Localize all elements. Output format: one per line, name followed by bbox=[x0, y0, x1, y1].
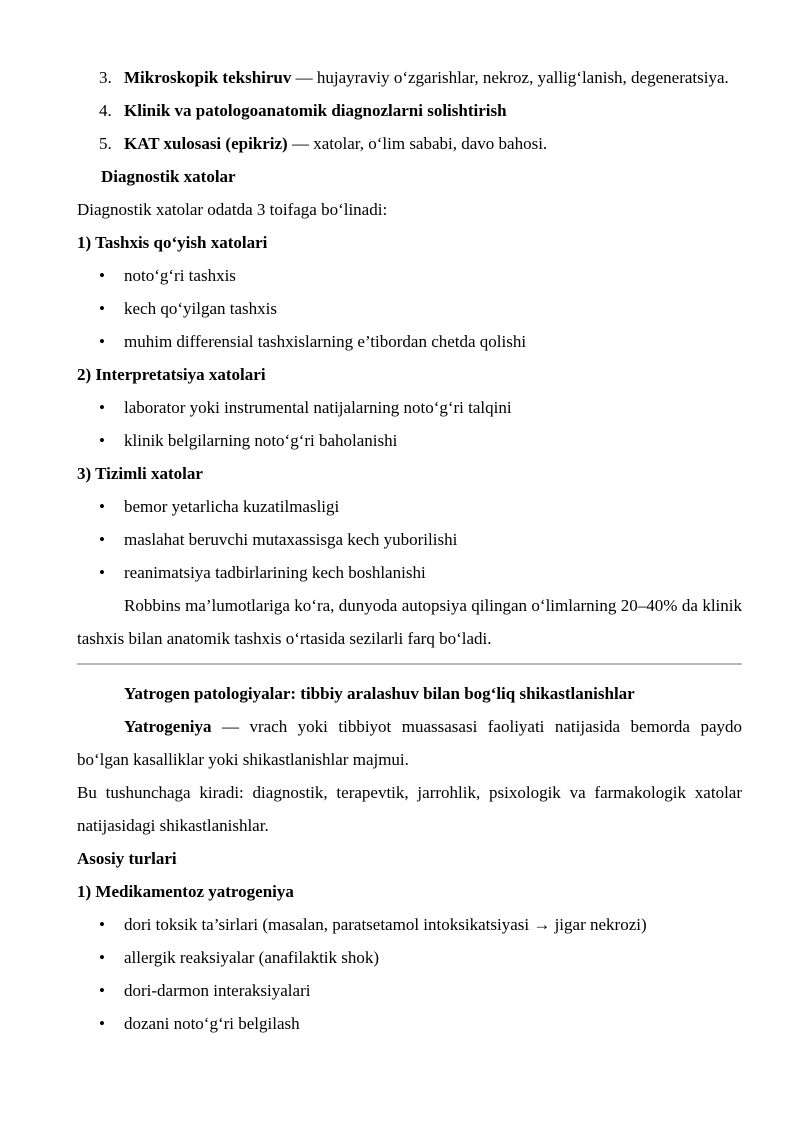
list-number: 4. bbox=[99, 101, 112, 120]
list-item-bold: Klinik va patologoanatomik diagnozlarni solishtirish bbox=[124, 101, 507, 120]
list-item bbox=[77, 941, 742, 974]
list-item bbox=[77, 325, 742, 358]
list-item bbox=[77, 61, 742, 94]
diagnostic-errors-heading: Diagnostik xatolar bbox=[101, 167, 236, 186]
bullet-icon: • bbox=[99, 266, 105, 285]
list-item bbox=[77, 94, 742, 127]
list-item bbox=[77, 127, 742, 160]
list-item bbox=[77, 490, 742, 523]
list-item-text: allergik reaksiyalar (anafilaktik shok) bbox=[124, 948, 380, 967]
main-types-heading: Asosiy turlari bbox=[77, 849, 177, 868]
bullet-icon: • bbox=[99, 431, 105, 450]
list-item bbox=[77, 391, 742, 424]
list-item-text: dozani noto‘g‘ri belgilash bbox=[124, 1014, 300, 1033]
list-item-bold: Mikroskopik tekshiruv bbox=[124, 68, 292, 87]
list-item bbox=[77, 424, 742, 457]
list-number: 5. bbox=[99, 134, 112, 153]
concept-paragraph: Bu tushunchaga kiradi: diagnostik, terapevtik, jarrohlik, psixologik va farmakologik xatolar natijasidagi shikastlanishlar. bbox=[77, 783, 742, 835]
bullet-icon: • bbox=[99, 981, 105, 1000]
list-item-text: dori-darmon interaksiyalari bbox=[124, 981, 311, 1000]
section-divider bbox=[77, 663, 742, 665]
list-item bbox=[77, 556, 742, 589]
list-item-bold: KAT xulosasi (epikriz) bbox=[124, 134, 288, 153]
iatrogeny-definition-text: — vrach yoki tibbiyot muassasasi faoliyati natijasida bemorda paydo bo‘lgan kasalliklar yoki shikastlanishlar majmui. bbox=[77, 717, 742, 769]
list-item-text: bemor yetarlicha kuzatilmasligi bbox=[124, 497, 340, 516]
bullet-icon: • bbox=[99, 530, 105, 549]
list-item-text: maslahat beruvchi mutaxassisga kech yuborilishi bbox=[124, 530, 458, 549]
list-item-text: dori toksik ta’sirlari (masalan, paratsetamol intoksikatsiyasi → jigar nekrozi) bbox=[124, 915, 647, 934]
bullet-icon: • bbox=[99, 299, 105, 318]
list-item-text: muhim differensial tashxislarning e’tibordan chetda qolishi bbox=[124, 332, 527, 351]
list-item-text: laborator yoki instrumental natijalarning noto‘g‘ri talqini bbox=[124, 398, 512, 417]
bullet-icon: • bbox=[99, 497, 105, 516]
diagnostic-errors-intro: Diagnostik xatolar odatda 3 toifaga bo‘linadi: bbox=[77, 200, 388, 219]
list-item bbox=[77, 292, 742, 325]
list-item-text: reanimatsiya tadbirlarining kech boshlanishi bbox=[124, 563, 426, 582]
list-item bbox=[77, 974, 742, 1007]
list-item-text: kech qo‘yilgan tashxis bbox=[124, 299, 277, 318]
list-item bbox=[77, 1007, 742, 1040]
section-title-diagnosis-errors: 1) Tashxis qo‘yish xatolari bbox=[77, 233, 268, 252]
list-number: 3. bbox=[99, 68, 112, 87]
iatrogeny-term: Yatrogeniya bbox=[124, 717, 212, 736]
bullet-icon: • bbox=[99, 1014, 105, 1033]
bullet-icon: • bbox=[99, 563, 105, 582]
list-item-text: noto‘g‘ri tashxis bbox=[124, 266, 236, 285]
list-item bbox=[77, 259, 742, 292]
medication-iatrogeny-heading: 1) Medikamentoz yatrogeniya bbox=[77, 882, 294, 901]
robbins-paragraph: Robbins ma’lumotlariga ko‘ra, dunyoda autopsiya qilingan o‘limlarning 20–40% da klinik tashxis bilan anatomik tashxis o‘rtasida sezilarli farq bo‘ladi. bbox=[77, 596, 742, 648]
list-item-text: klinik belgilarning noto‘g‘ri baholanishi bbox=[124, 431, 398, 450]
iatrogenic-heading: Yatrogen patologiyalar: tibbiy aralashuv bilan bog‘liq shikastlanishlar bbox=[124, 684, 635, 703]
list-item bbox=[77, 908, 742, 941]
iatrogeny-definition bbox=[77, 710, 742, 776]
section-title-interpretation-errors: 2) Interpretatsiya xatolari bbox=[77, 365, 266, 384]
bullet-icon: • bbox=[99, 948, 105, 967]
list-item-text: — hujayraviy o‘zgarishlar, nekroz, yallig‘lanish, degeneratsiya. bbox=[291, 68, 729, 87]
section-title-systemic-errors: 3) Tizimli xatolar bbox=[77, 464, 203, 483]
bullet-icon: • bbox=[99, 332, 105, 351]
bullet-icon: • bbox=[99, 398, 105, 417]
list-item bbox=[77, 523, 742, 556]
list-item-text: — xatolar, o‘lim sababi, davo bahosi. bbox=[287, 134, 548, 153]
bullet-icon: • bbox=[99, 915, 105, 934]
